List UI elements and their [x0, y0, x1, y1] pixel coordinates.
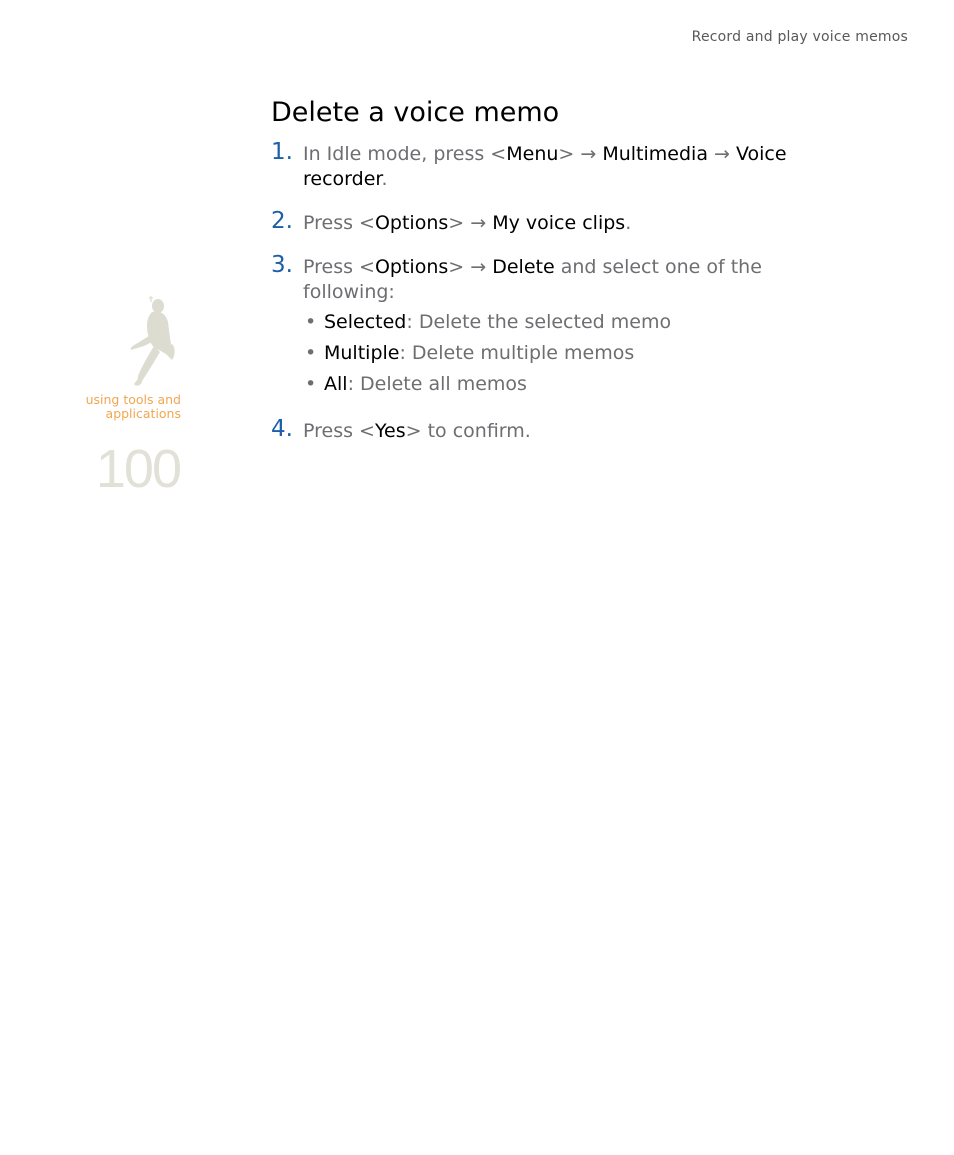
- option-description: : Delete the selected memo: [406, 311, 672, 333]
- chapter-label-line2: applications: [105, 406, 181, 421]
- step-text-part: .: [381, 168, 388, 190]
- chapter-label-line1: using tools and: [85, 392, 181, 407]
- step-number: 4.: [271, 416, 293, 442]
- voice-recorder-keyword: Voice recorder: [303, 143, 787, 190]
- bullet-icon: •: [305, 311, 317, 333]
- yes-keyword: Yes: [374, 420, 406, 442]
- option-label: Selected: [324, 311, 407, 333]
- section-title: Delete a voice memo: [271, 97, 560, 128]
- main-content: [271, 96, 841, 463]
- step-text-part: and select one of the following:: [303, 256, 762, 303]
- arrow-icon: →: [470, 212, 487, 234]
- step-text-part: Press <: [303, 212, 375, 234]
- options-keyword: Options: [374, 212, 449, 234]
- option-description: : Delete multiple memos: [399, 342, 635, 364]
- step-list: [271, 139, 841, 444]
- multimedia-keyword: Multimedia: [602, 143, 708, 165]
- arrow-icon: →: [580, 143, 597, 165]
- step-text-part: >: [558, 143, 581, 165]
- menu-keyword: Menu: [506, 143, 559, 165]
- options-keyword: Options: [374, 256, 449, 278]
- step-item: [271, 208, 841, 236]
- delete-keyword: Delete: [492, 256, 555, 278]
- chapter-label: [41, 393, 181, 421]
- step-text-part: In Idle mode, press <: [303, 143, 507, 165]
- running-header: Record and play voice memos: [691, 29, 908, 45]
- arrow-icon: →: [470, 256, 487, 278]
- page-number: 100: [95, 439, 180, 499]
- step-text-part: >: [448, 256, 471, 278]
- step-text-part: Press <: [303, 420, 375, 442]
- option-label: Multiple: [324, 342, 400, 364]
- my-voice-clips-keyword: My voice clips: [492, 212, 626, 234]
- step-text-part: >: [448, 212, 471, 234]
- step-text-part: > to confirm.: [405, 420, 531, 442]
- step-text: [303, 212, 631, 234]
- step-text-part: .: [625, 212, 632, 234]
- option-label: All: [324, 373, 348, 395]
- step-item: [271, 252, 841, 397]
- list-item: [303, 310, 841, 335]
- step-number: 2.: [271, 208, 293, 234]
- bullet-icon: •: [305, 342, 317, 364]
- step-item: [271, 139, 841, 192]
- step-number: 3.: [271, 252, 293, 278]
- list-item: [303, 372, 841, 397]
- delete-options-list: [303, 310, 841, 397]
- step-text: [303, 256, 762, 303]
- arrow-icon: →: [714, 143, 730, 165]
- person-sitting-figure-icon: [122, 292, 182, 388]
- step-text-part: Press <: [303, 256, 375, 278]
- step-number: 1.: [271, 139, 293, 165]
- step-item: [271, 416, 841, 444]
- bullet-icon: •: [305, 373, 317, 395]
- step-text: [303, 420, 531, 442]
- step-text: [303, 143, 787, 190]
- option-description: : Delete all memos: [347, 373, 527, 395]
- list-item: [303, 341, 841, 366]
